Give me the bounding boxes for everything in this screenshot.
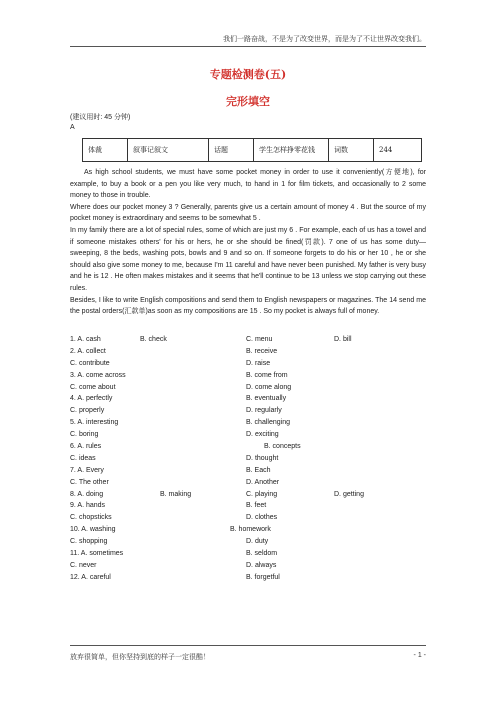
option-row [70, 514, 426, 526]
passage-paragraph: As high school students, we must have some pocket money in order to use it conveniently(方便地), for example, to buy a book or a pen you like very much, to hand in 1 for film tickets, and occasionally to 2 some money to those in trouble. [70, 169, 426, 200]
option-row [70, 502, 426, 514]
header-divider [70, 46, 426, 47]
option-row [70, 372, 426, 384]
option-row [70, 574, 426, 586]
option-choice: B. Each [246, 466, 271, 474]
option-choice: D. come along [246, 383, 292, 391]
option-choice: C. shopping [70, 538, 108, 546]
footer-motto: 放弃很简单，但你坚持到底的样子一定很酷！ [70, 653, 210, 661]
option-choice: 2. A. collect [70, 347, 106, 355]
genre-label: 体裁 [83, 139, 128, 162]
option-choice: 1. A. cash [70, 336, 101, 343]
option-choice: D. thought [246, 454, 279, 462]
option-choice: 5. A. interesting [70, 419, 119, 427]
option-row [70, 562, 426, 574]
option-choice: 10. A. washing [70, 526, 116, 534]
option-choice: B. check [140, 336, 167, 343]
passage-paragraph: Where does our pocket money 3 ? Generally, parents give us a certain amount of money 4 . But the source of my pocket money is extraordinary and seems to be somewhat 5 . [70, 203, 426, 223]
option-choice: D. always [246, 561, 277, 569]
option-choice: 7. A. Every [70, 466, 104, 474]
option-choice: C. The other [70, 478, 109, 486]
option-row [70, 538, 426, 550]
option-row [70, 443, 426, 455]
option-choice: D. regularly [246, 407, 282, 415]
option-choice: B. seldom [246, 550, 278, 558]
words-value: 244 [374, 139, 422, 162]
option-row [70, 455, 426, 467]
option-row [70, 550, 426, 562]
options-list [70, 336, 426, 586]
option-choice: 12. A. careful [70, 573, 111, 581]
page-number: - 1 - [413, 652, 426, 659]
option-choice: D. raise [246, 359, 271, 367]
option-choice: C. ideas [70, 454, 96, 462]
option-choice: 6. A. rules [70, 443, 102, 451]
passage [70, 167, 426, 318]
option-choice: D. clothes [246, 514, 278, 522]
section-label: A [70, 124, 75, 131]
option-choice: D. bill [334, 336, 352, 343]
option-choice: 11. A. sometimes [70, 550, 124, 558]
option-choice: B. receive [246, 347, 278, 355]
option-row [70, 407, 426, 419]
option-choice: D. exciting [246, 431, 279, 439]
option-choice: B. concepts [264, 443, 301, 451]
option-choice: C. never [70, 561, 97, 569]
option-choice: B. making [160, 490, 192, 498]
page-subtitle: 完形填空 [226, 95, 270, 108]
option-choice: C. contribute [70, 359, 110, 367]
option-row [70, 467, 426, 479]
option-choice: C. menu [246, 336, 273, 343]
info-table-row [83, 139, 422, 162]
option-row [70, 395, 426, 407]
header-motto: 我们一路奋战，不是为了改变世界，而是为了不让世界改变我们。 [223, 35, 426, 43]
option-choice: D. duty [246, 538, 269, 546]
passage-paragraph: Besides, I like to write English compositions and send them to English newspapers or magazines. The 14 send me the postal orders(汇款单)as soon as my compositions are 15 . So my pocket is always full of money. [70, 296, 426, 316]
option-choice: C. chopsticks [70, 514, 112, 522]
option-choice: 9. A. hands [70, 502, 106, 510]
option-row [70, 491, 426, 503]
option-row [70, 479, 426, 491]
option-choice: 4. A. perfectly [70, 395, 113, 403]
option-row [70, 526, 426, 538]
topic-value: 学生怎样挣零花钱 [254, 139, 329, 162]
option-row [70, 360, 426, 372]
time-note: (建议用时: 45 分钟) [70, 114, 131, 121]
option-row [70, 384, 426, 396]
option-choice: B. eventually [246, 395, 287, 403]
option-choice: D. getting [334, 490, 364, 498]
option-choice: B. forgetful [246, 573, 280, 581]
option-choice: 8. A. doing [70, 490, 104, 498]
option-choice: B. challenging [246, 419, 290, 427]
option-choice: C. boring [70, 431, 99, 439]
option-choice: C. playing [246, 490, 278, 498]
option-row [70, 336, 426, 348]
genre-value: 叙事记叙文 [128, 139, 209, 162]
option-choice: D. Another [246, 478, 280, 486]
option-choice: C. come about [70, 383, 116, 391]
option-row [70, 419, 426, 431]
passage-paragraph: In my family there are a lot of special rules, some of which are just my 6 . For example, each of us has a towel and if someone mistakes others' for his or hers, he or she should be fined(罚款). 7 one of us has some duty—sweeping, 8 the beds, washing pots, bowls and 9 and so on. If someone forgets to do his or her 10 , he or she should also give some money to me, because I'm 11 careful and have never been punished. My father is very busy and he is 12 . He often makes mistakes and it seems that he'll continue to be 13 unless we stop carrying out these rules. [70, 226, 426, 292]
option-choice: B. homework [230, 526, 271, 534]
option-choice: 3. A. come across [70, 371, 126, 379]
option-row [70, 348, 426, 360]
option-choice: C. properly [70, 407, 105, 415]
words-label: 词数 [329, 139, 374, 162]
option-choice: B. come from [246, 371, 288, 379]
info-table [82, 138, 422, 162]
option-row [70, 431, 426, 443]
option-choice: B. feet [246, 502, 267, 510]
topic-label: 话题 [209, 139, 254, 162]
page-title: 专题检测卷(五) [209, 68, 287, 81]
footer-divider [70, 645, 426, 646]
